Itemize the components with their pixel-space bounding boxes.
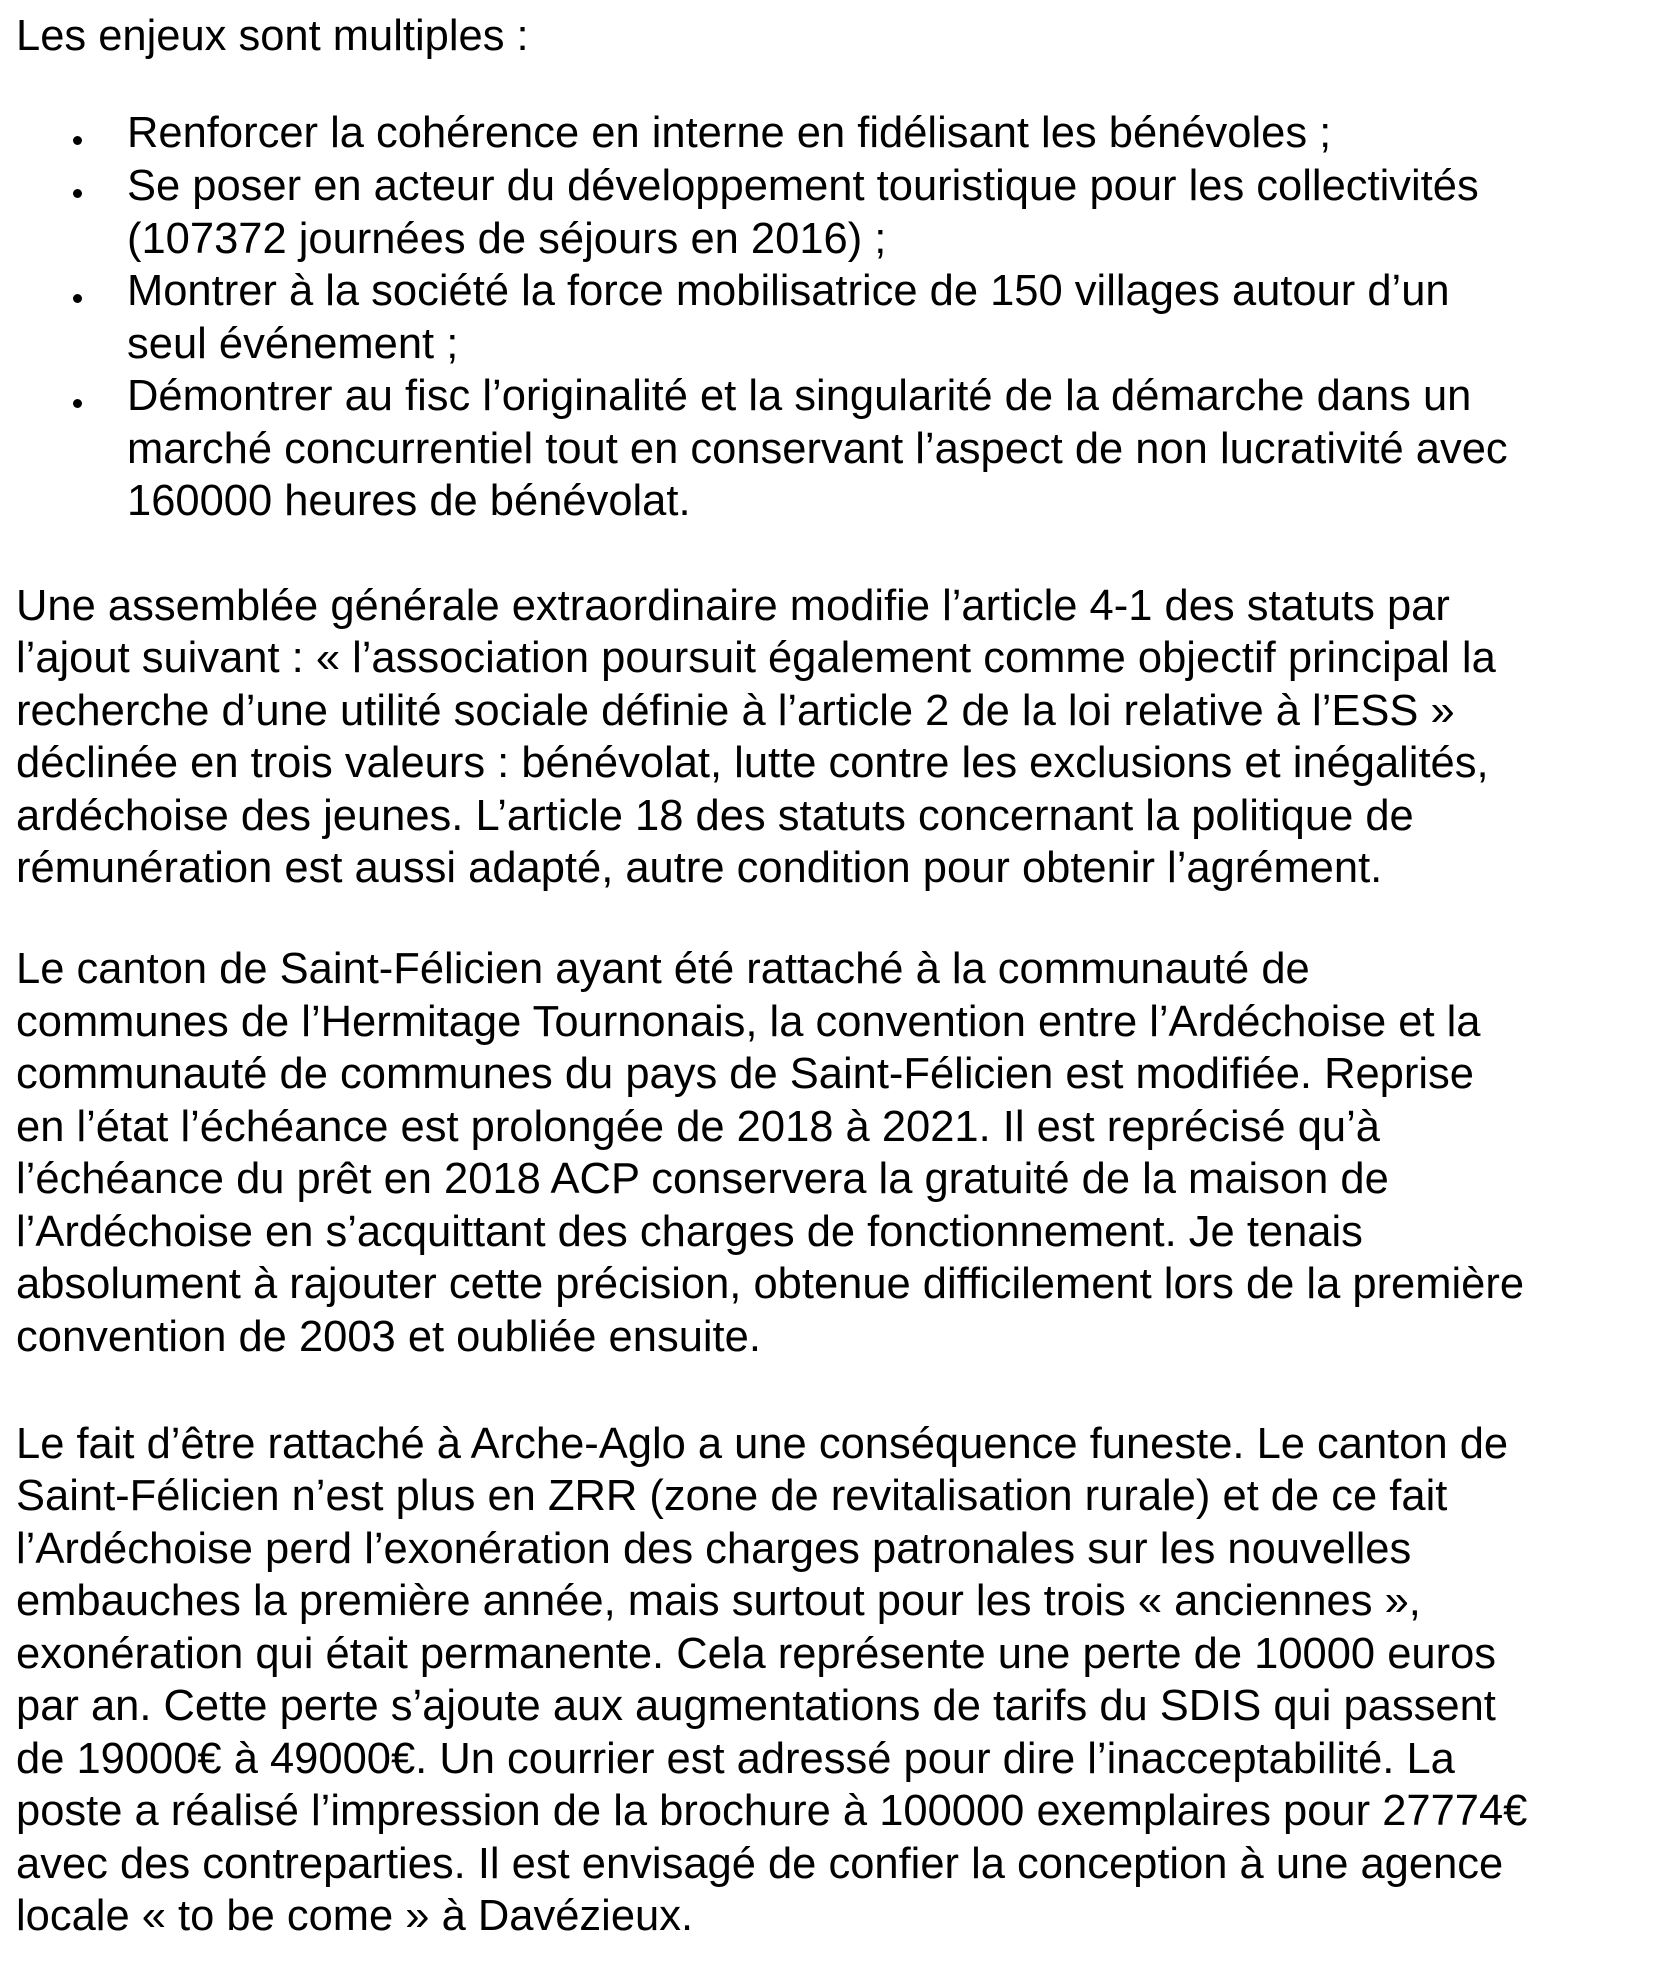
paragraph-line: Une assemblée générale extraordinaire modifie l’article 4-1 des statuts par — [16, 582, 1450, 630]
bullet-line: Démontrer au fisc l’originalité et la singularité de la démarche dans un — [127, 372, 1472, 420]
paragraph-line: Saint-Félicien n’est plus en ZRR (zone de revitalisation rurale) et de ce fait — [16, 1472, 1448, 1520]
paragraph-line: Le fait d’être rattaché à Arche-Aglo a une conséquence funeste. Le canton de — [16, 1420, 1509, 1468]
intro-text: Les enjeux sont multiples : — [16, 12, 529, 60]
paragraph-line: en l’état l’échéance est prolongée de 2018 à 2021. Il est reprécisé qu’à — [16, 1103, 1380, 1151]
paragraph-line: communes de l’Hermitage Tournonais, la convention entre l’Ardéchoise et la — [16, 998, 1481, 1046]
bullet-line: marché concurrentiel tout en conservant l’aspect de non lucrativité avec — [127, 425, 1508, 473]
paragraph-line: l’Ardéchoise en s’acquittant des charges de fonctionnement. Je tenais — [16, 1208, 1363, 1256]
bullet-dot-icon — [73, 399, 82, 408]
bullet-line: 160000 heures de bénévolat. — [127, 477, 691, 525]
paragraph-line: convention de 2003 et oubliée ensuite. — [16, 1313, 761, 1361]
paragraph-line: par an. Cette perte s’ajoute aux augmentations de tarifs du SDIS qui passent — [16, 1682, 1496, 1730]
paragraph-line: locale « to be come » à Davézieux. — [16, 1892, 694, 1940]
paragraph-line: déclinée en trois valeurs : bénévolat, lutte contre les exclusions et inégalités, — [16, 739, 1489, 787]
paragraph-line: de 19000€ à 49000€. Un courrier est adressé pour dire l’inacceptabilité. La — [16, 1735, 1455, 1783]
paragraph-line: embauches la première année, mais surtout pour les trois « anciennes », — [16, 1577, 1421, 1625]
paragraph-line: ardéchoise des jeunes. L’article 18 des statuts concernant la politique de — [16, 792, 1414, 840]
paragraph-line: Le canton de Saint-Félicien ayant été rattaché à la communauté de — [16, 945, 1310, 993]
paragraph-line: absolument à rajouter cette précision, obtenue difficilement lors de la première — [16, 1260, 1525, 1308]
bullet-line: (107372 journées de séjours en 2016) ; — [127, 215, 887, 263]
bullet-line: Montrer à la société la force mobilisatrice de 150 villages autour d’un — [127, 267, 1450, 315]
bullet-dot-icon — [73, 136, 82, 145]
paragraph-line: rémunération est aussi adapté, autre condition pour obtenir l’agrément. — [16, 844, 1383, 892]
paragraph-line: avec des contreparties. Il est envisagé de confier la conception à une agence — [16, 1840, 1504, 1888]
bullet-line: Renforcer la cohérence en interne en fidélisant les bénévoles ; — [127, 109, 1332, 157]
paragraph-line: recherche d’une utilité sociale définie à l’article 2 de la loi relative à l’ESS » — [16, 687, 1455, 735]
paragraph-line: exonération qui était permanente. Cela représente une perte de 10000 euros — [16, 1630, 1497, 1678]
paragraph-line: l’Ardéchoise perd l’exonération des charges patronales sur les nouvelles — [16, 1525, 1412, 1573]
bullet-line: seul événement ; — [127, 320, 459, 368]
bullet-line: Se poser en acteur du développement touristique pour les collectivités — [127, 162, 1479, 210]
paragraph-line: communauté de communes du pays de Saint-Félicien est modifiée. Reprise — [16, 1050, 1474, 1098]
paragraph-line: l’échéance du prêt en 2018 ACP conservera la gratuité de la maison de — [16, 1155, 1389, 1203]
paragraph-line: poste a réalisé l’impression de la brochure à 100000 exemplaires pour 27774€ — [16, 1787, 1528, 1835]
bullet-dot-icon — [73, 189, 82, 198]
bullet-dot-icon — [73, 294, 82, 303]
paragraph-line: l’ajout suivant : « l’association poursuit également comme objectif principal la — [16, 634, 1496, 682]
